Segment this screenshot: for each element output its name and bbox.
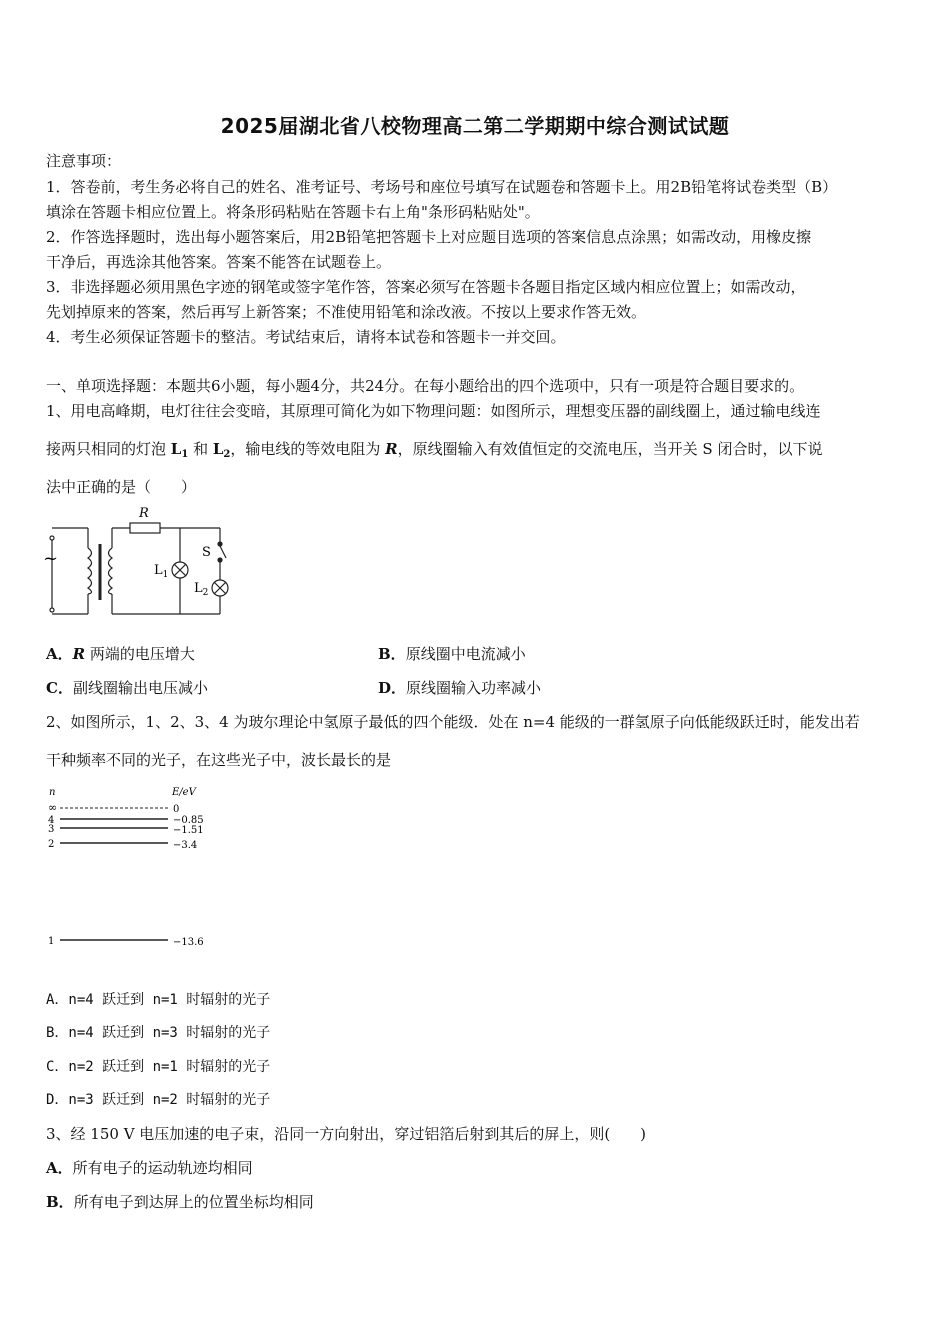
q1-line-1: 1、用电高峰期，电灯往往会变暗，其原理可简化为如下物理问题：如图所示，理想变压器的副线圈上，通过输电线连	[46, 402, 821, 420]
input-terminal-bottom	[50, 608, 54, 612]
q1-option-b: B．原线圈中电流减小	[378, 645, 526, 663]
q2-option-b: B．n=4 跃迁到 n=3 时辐射的光子	[46, 1025, 271, 1041]
q1-line-2	[46, 439, 912, 465]
q1-option-a: A．R 两端的电压增大	[46, 645, 195, 663]
q2-line-1: 2、如图所示，1、2、3、4 为玻尔理论中氢原子最低的四个能级．处在 n=4 能级的一群氢原子向低能级跃迁时，能发出若	[46, 713, 860, 731]
axis-label-energy: E/eV	[172, 787, 196, 798]
notice-line-5: 3．非选择题必须用黑色字迹的钢笔或签字笔作答，答案必须写在答题卡各题目指定区域内相应位置上；如需改动，	[46, 278, 806, 296]
page-title: 2025届湖北省八校物理高二第二学期期中综合测试试题	[220, 114, 730, 138]
level-2-e: −3.4	[173, 840, 198, 851]
q2-option-d: D．n=3 跃迁到 n=2 时辐射的光子	[46, 1092, 271, 1108]
level-2-n: 2	[48, 839, 55, 850]
q2-option-c: C．n=2 跃迁到 n=1 时辐射的光子	[46, 1059, 271, 1075]
q1-text-c: ，原线圈输入有效值恒定的交流电压，当开关 S 闭合时，以下说	[397, 440, 823, 458]
label-L1: $L_1$	[154, 563, 169, 580]
q3-line-1: 3、经 150 V 电压加速的电子束，沿同一方向射出，穿过铝箔后射到其后的屏上，则( )	[46, 1125, 647, 1143]
q3-option-b: B．所有电子到达屏上的位置坐标均相同	[46, 1193, 314, 1211]
notice-line-2: 填涂在答题卡相应位置上。将条形码粘贴在答题卡右上角"条形码粘贴处"。	[46, 203, 540, 221]
q2-option-a: A．n=4 跃迁到 n=1 时辐射的光子	[46, 992, 271, 1008]
ac-source-symbol: ~	[43, 548, 59, 569]
secondary-coil	[109, 548, 113, 594]
q1-line-3: 法中正确的是（ ）	[46, 478, 197, 496]
notice-line-1: 1．答卷前，考生务必将自己的姓名、准考证号、考场号和座位号填写在试题卷和答题卡上。用2B铅笔将试卷类型（B）	[46, 178, 838, 196]
label-S: S	[202, 545, 211, 560]
level-inf-n: ∞	[48, 801, 58, 814]
q2-energy-level-diagram	[44, 783, 224, 953]
input-terminal-top	[50, 536, 54, 540]
notice-line-4: 干净后，再选涂其他答案。答案不能答在试题卷上。	[46, 253, 392, 271]
level-4-e: −0.85	[173, 815, 204, 826]
q1-text-a: 接两只相同的灯泡	[46, 440, 171, 458]
notice-line-3: 2．作答选择题时，选出每小题答案后，用2B铅笔把答题卡上对应题目选项的答案信息点涂黑；如需改动，用橡皮擦	[46, 228, 812, 246]
switch-S-contact	[218, 542, 222, 546]
notice-line-6: 先划掉原来的答案，然后再写上新答案；不准使用铅笔和涂改液。不按以上要求作答无效。	[46, 303, 647, 321]
q1-l1: $L_1$	[170, 440, 189, 460]
primary-coil	[88, 548, 92, 594]
q1-r: R	[385, 440, 398, 458]
level-3-n: 3	[48, 824, 55, 835]
q1-l2: $L_2$	[212, 440, 231, 460]
resistor-R	[130, 523, 160, 533]
section-1-heading: 一、单项选择题：本题共6小题，每小题4分，共24分。在每小题给出的四个选项中，只有一项是符合题目要求的。	[46, 377, 805, 395]
q3-option-a: A．所有电子的运动轨迹均相同	[46, 1159, 253, 1177]
notice-line-7: 4．考生必须保证答题卡的整洁。考试结束后，请将本试卷和答题卡一并交回。	[46, 328, 566, 346]
level-4-n: 4	[48, 815, 55, 826]
switch-S	[220, 546, 226, 558]
level-inf-e: 0	[173, 804, 180, 815]
q1-option-c: C．副线圈输出电压减小	[46, 679, 208, 697]
level-3-e: −1.51	[173, 825, 204, 836]
q1-and: 和	[193, 440, 213, 458]
q1-option-d: D．原线圈输入功率减小	[378, 679, 542, 697]
label-R: R	[139, 506, 149, 521]
level-1-e: −13.6	[173, 937, 204, 948]
q1-text-b: ，输电线的等效电阻为	[230, 440, 386, 458]
axis-label-n: n	[49, 787, 56, 798]
level-1-n: 1	[48, 936, 55, 947]
q1-circuit-diagram	[40, 500, 240, 620]
label-L2: $L_2$	[194, 581, 209, 598]
notice-heading: 注意事项：	[46, 152, 122, 170]
q2-line-2: 干种频率不同的光子，在这些光子中，波长最长的是	[46, 751, 392, 769]
